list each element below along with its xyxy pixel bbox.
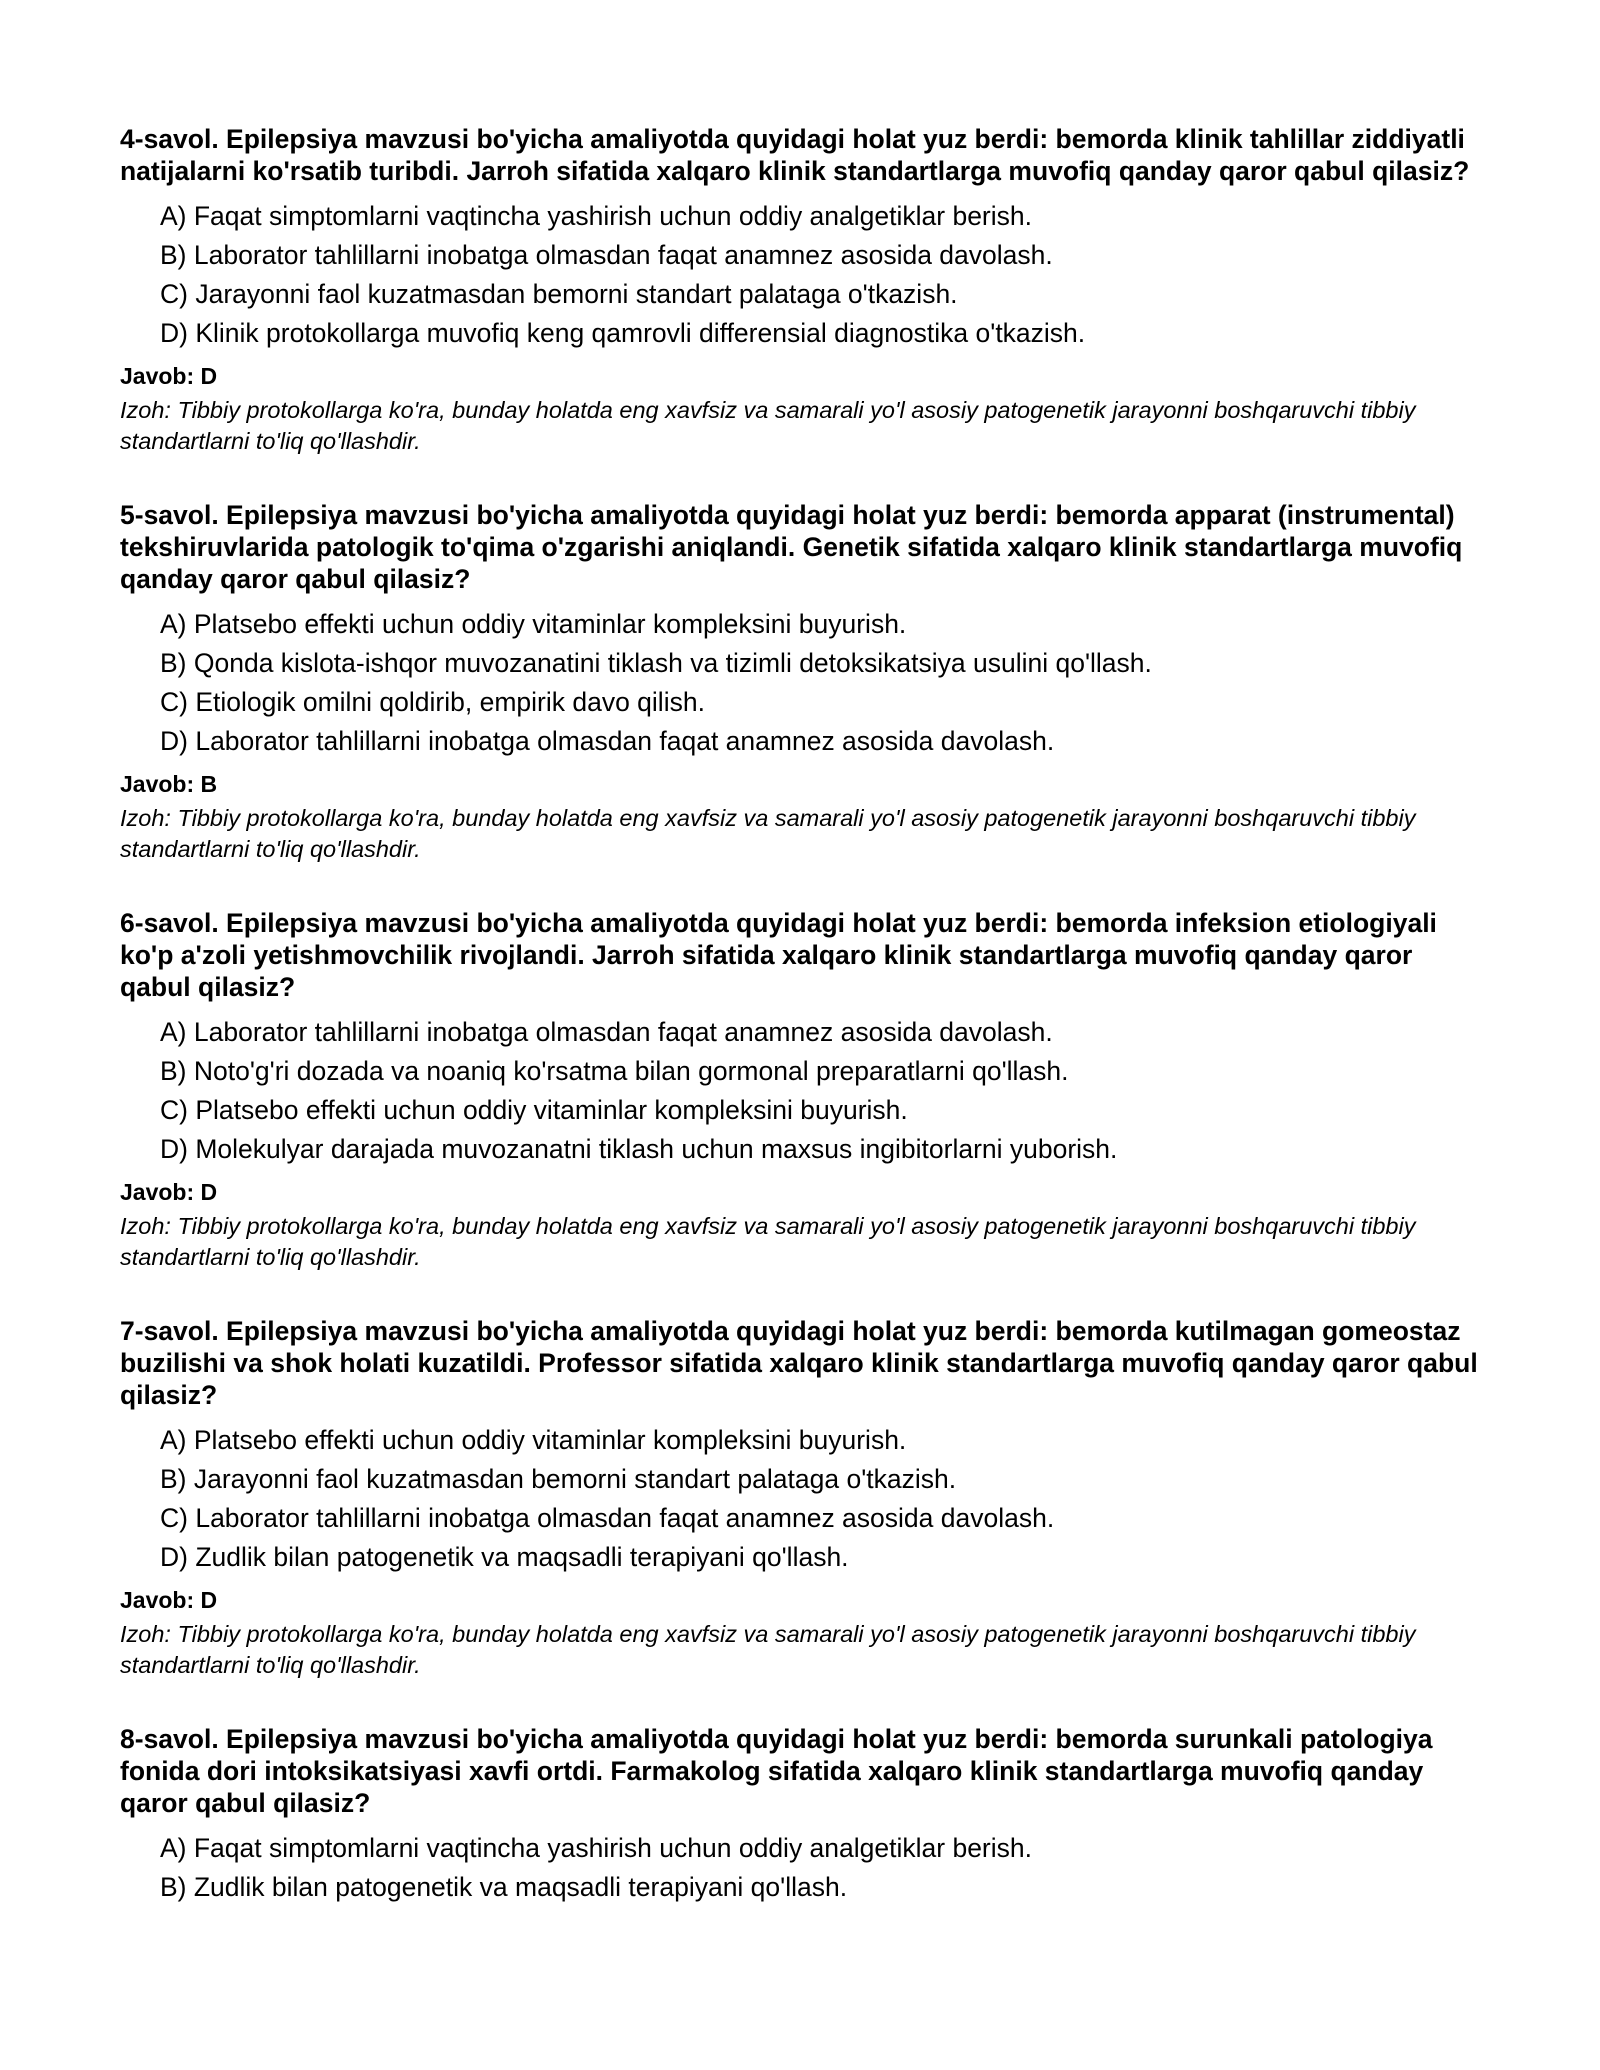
option-a: A) Platsebo effekti uchun oddiy vitaminlar kompleksini buyurish.	[160, 1425, 907, 1455]
question-text: 5-savol. Epilepsiya mavzusi bo'yicha amaliyotda quyidagi holat yuz berdi: bemorda apparat (instrumental) tekshiruvlarida patologik to'qima o'zgarishi aniqlandi. Genetik sifatida xalqaro klinik standartlarga muvofiq qanday qaror qabul qilasiz?	[120, 500, 1463, 594]
question-block-6	[120, 907, 1490, 1273]
options-list	[120, 197, 1490, 353]
option-a: A) Laborator tahlillarni inobatga olmasdan faqat anamnez asosida davolash.	[160, 1017, 1053, 1047]
option-d: D) Klinik protokollarga muvofiq keng qamrovli differensial diagnostika o'tkazish.	[160, 318, 1086, 348]
answer-label: Javob: D	[120, 1179, 218, 1205]
question-text: 8-savol. Epilepsiya mavzusi bo'yicha amaliyotda quyidagi holat yuz berdi: bemorda surunkali patologiya fonida dori intoksikatsiyasi xavfi ortdi. Farmakolog sifatida xalqaro klinik standartlarga muvofiq qanday qaror qabul qilasiz?	[120, 1724, 1433, 1818]
option-c: C) Jarayonni faol kuzatmasdan bemorni standart palataga o'tkazish.	[160, 279, 958, 309]
answer-label: Javob: D	[120, 1587, 218, 1613]
question-block-5	[120, 499, 1490, 865]
question-block-8	[120, 1723, 1490, 1907]
option-d: D) Zudlik bilan patogenetik va maqsadli terapiyani qo'llash.	[160, 1542, 849, 1572]
option-b: B) Laborator tahlillarni inobatga olmasdan faqat anamnez asosida davolash.	[160, 240, 1053, 270]
explanation-note: Izoh: Tibbiy protokollarga ko'ra, bunday holatda eng xavfsiz va samarali yo'l asosiy patogenetik jarayonni boshqaruvchi tibbiy standartlarni to'liq qo'llashdir.	[120, 397, 1416, 454]
option-b: B) Qonda kislota-ishqor muvozanatini tiklash va tizimli detoksikatsiya usulini qo'llash.	[160, 648, 1152, 678]
option-c: C) Laborator tahlillarni inobatga olmasdan faqat anamnez asosida davolash.	[160, 1503, 1055, 1533]
option-d: D) Molekulyar darajada muvozanatni tiklash uchun maxsus ingibitorlarni yuborish.	[160, 1134, 1118, 1164]
answer-label: Javob: B	[120, 771, 218, 797]
question-text: 7-savol. Epilepsiya mavzusi bo'yicha amaliyotda quyidagi holat yuz berdi: bemorda kutilmagan gomeostaz buzilishi va shok holati kuzatildi. Professor sifatida xalqaro klinik standartlarga muvofiq qanday qaror qabul qilasiz?	[120, 1316, 1478, 1410]
option-a: A) Faqat simptomlarni vaqtincha yashirish uchun oddiy analgetiklar berish.	[160, 201, 1032, 231]
options-list	[120, 1829, 1490, 1907]
question-text: 4-savol. Epilepsiya mavzusi bo'yicha amaliyotda quyidagi holat yuz berdi: bemorda klinik tahlillar ziddiyatli natijalarni ko'rsatib turibdi. Jarroh sifatida xalqaro klinik standartlarga muvofiq qanday qaror qabul qilasiz?	[120, 124, 1470, 186]
options-list	[120, 1421, 1490, 1577]
option-a: A) Platsebo effekti uchun oddiy vitaminlar kompleksini buyurish.	[160, 609, 907, 639]
explanation-note: Izoh: Tibbiy protokollarga ko'ra, bunday holatda eng xavfsiz va samarali yo'l asosiy patogenetik jarayonni boshqaruvchi tibbiy standartlarni to'liq qo'llashdir.	[120, 1621, 1416, 1678]
option-d: D) Laborator tahlillarni inobatga olmasdan faqat anamnez asosida davolash.	[160, 726, 1055, 756]
option-a: A) Faqat simptomlarni vaqtincha yashirish uchun oddiy analgetiklar berish.	[160, 1833, 1032, 1863]
option-b: B) Zudlik bilan patogenetik va maqsadli terapiyani qo'llash.	[160, 1872, 848, 1902]
document-page	[120, 123, 1490, 1949]
explanation-note: Izoh: Tibbiy protokollarga ko'ra, bunday holatda eng xavfsiz va samarali yo'l asosiy patogenetik jarayonni boshqaruvchi tibbiy standartlarni to'liq qo'llashdir.	[120, 805, 1416, 862]
question-text: 6-savol. Epilepsiya mavzusi bo'yicha amaliyotda quyidagi holat yuz berdi: bemorda infeksion etiologiyali ko'p a'zoli yetishmovchilik rivojlandi. Jarroh sifatida xalqaro klinik standartlarga muvofiq qanday qaror qabul qilasiz?	[120, 908, 1437, 1002]
explanation-note: Izoh: Tibbiy protokollarga ko'ra, bunday holatda eng xavfsiz va samarali yo'l asosiy patogenetik jarayonni boshqaruvchi tibbiy standartlarni to'liq qo'llashdir.	[120, 1213, 1416, 1270]
question-block-4	[120, 123, 1490, 457]
option-b: B) Noto'g'ri dozada va noaniq ko'rsatma bilan gormonal preparatlarni qo'llash.	[160, 1056, 1069, 1086]
option-b: B) Jarayonni faol kuzatmasdan bemorni standart palataga o'tkazish.	[160, 1464, 957, 1494]
option-c: C) Platsebo effekti uchun oddiy vitaminlar kompleksini buyurish.	[160, 1095, 908, 1125]
options-list	[120, 605, 1490, 761]
question-block-7	[120, 1315, 1490, 1681]
option-c: C) Etiologik omilni qoldirib, empirik davo qilish.	[160, 687, 705, 717]
options-list	[120, 1013, 1490, 1169]
answer-label: Javob: D	[120, 363, 218, 389]
